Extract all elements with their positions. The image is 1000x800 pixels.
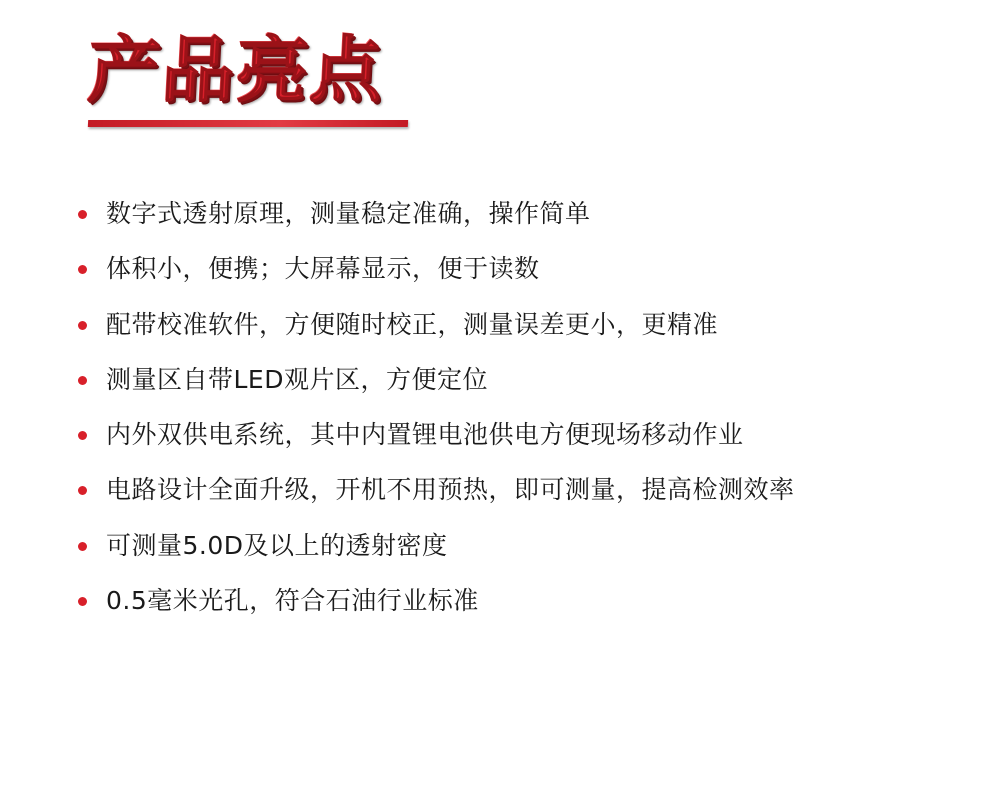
list-item-label: 0.5毫米光孔，符合石油行业标准 — [106, 585, 479, 615]
bullet-dot-icon — [78, 376, 87, 385]
bullet-dot-icon — [78, 265, 87, 274]
list-item — [78, 417, 958, 453]
list-item — [78, 362, 958, 398]
bullet-dot-icon — [78, 210, 87, 219]
list-item-label: 可测量5.0D及以上的透射密度 — [106, 530, 448, 560]
bullet-dot-icon — [78, 431, 87, 440]
bullet-dot-icon — [78, 542, 87, 551]
list-item-label: 数字式透射原理，测量稳定准确，操作简单 — [106, 199, 591, 228]
list-item-label: 体积小，便携；大屏幕显示，便于读数 — [106, 254, 540, 284]
list-item — [78, 307, 958, 343]
bullet-dot-icon — [78, 321, 87, 330]
list-item-label: 测量区自带LED观片区，方便定位 — [106, 364, 488, 394]
list-item — [78, 583, 958, 619]
page-title: 产品亮点 — [85, 28, 387, 112]
list-item — [78, 196, 958, 232]
list-item-label: 配带校准软件，方便随时校正，测量误差更小，更精准 — [106, 309, 719, 339]
list-item-label: 电路设计全面升级，开机不用预热，即可测量，提高检测效率 — [106, 475, 795, 505]
bullet-dot-icon — [78, 486, 87, 495]
bullet-dot-icon — [78, 597, 87, 606]
list-item — [78, 528, 958, 564]
list-item — [78, 251, 958, 287]
title-underline-divider — [88, 120, 408, 127]
list-item-label: 内外双供电系统，其中内置锂电池供电方便现场移动作业 — [106, 420, 744, 449]
bullet-list — [78, 196, 958, 638]
title-block — [85, 28, 508, 127]
list-item — [78, 472, 958, 508]
